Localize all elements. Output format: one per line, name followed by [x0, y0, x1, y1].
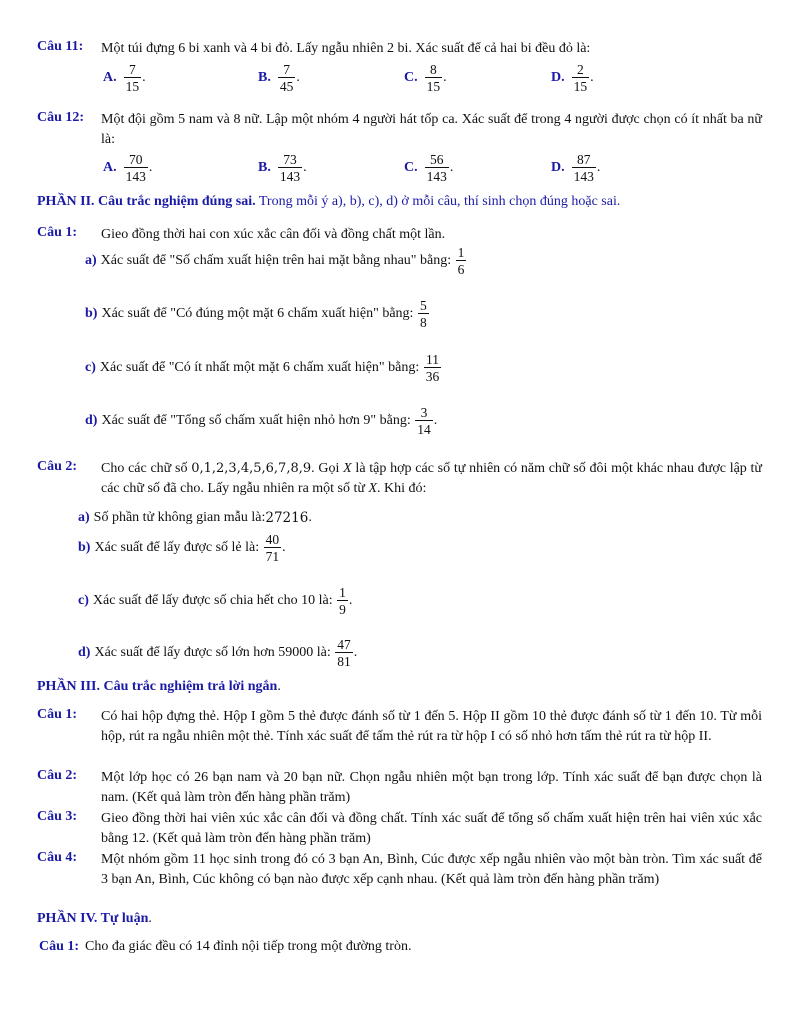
q12-option-d: D. $\frac{87}{143}$ . [551, 152, 601, 184]
q12-option-b: B. $\frac{73}{143}$ . [258, 152, 307, 184]
q11-option-c: C. $\frac{8}{15}$ . [404, 62, 447, 94]
part-4-question-1-label: Câu 1: [39, 939, 80, 954]
q11-option-d: D. $\frac{2}{15}$ . [551, 62, 594, 94]
part-2-heading: PHẦN II. Câu trắc nghiệm đúng sai. Trong mỗi ý a), b), c), d) ở mỗi câu, thí sinh chọn đúng hoặc sai. [37, 194, 621, 209]
q12-option-a: A. $\frac{70}{143}$ . [103, 152, 153, 184]
part-2-question-2-text: Cho các chữ số 0,1,2,3,4,5,6,7,8,9. Gọi X là tập hợp các số tự nhiên có năm chữ số đôi một khác nhau được lập từ các chữ số đã cho. Lấy ngẫu nhiên ra một số từ X. Khi đó: [101, 461, 763, 496]
part-3-heading: PHẦN III. Câu trắc nghiệm trả lời ngắn. [37, 679, 281, 694]
q12-option-c: C. $\frac{56}{143}$ . [404, 152, 454, 184]
part-3-question-4-label: Câu 4: [37, 850, 78, 865]
part-2-question-2-label: Câu 2: [37, 459, 78, 474]
q11-option-a: A. $\frac{7}{15}$ . [103, 62, 146, 94]
part-3-question-1-text: Có hai hộp đựng thẻ. Hộp I gồm 5 thẻ được đánh số từ 1 đến 5. Hộp II gồm 10 thẻ được đánh số từ 1 đến 10. Từ mỗi hộp, rút ra ngẫu nhiên một thẻ. Tính xác suất để tấm thẻ rút ra từ hộp I có số nhỏ hơn tấm thẻ rút ra từ hộp II. [101, 709, 762, 744]
question-11-label: Câu 11: [37, 39, 84, 54]
part-3-question-3-label: Câu 3: [37, 809, 78, 824]
p2q1-item-c: c) Xác suất để "Có ít nhất một mặt 6 chấm xuất hiện" bằng: $\frac{11}{36}$ [85, 352, 440, 384]
p2q1-item-b: b) Xác suất để "Có đúng một mặt 6 chấm xuất hiện" bằng: $\frac{5}{8}$ [85, 298, 427, 330]
part-2-question-1-label: Câu 1: [37, 225, 78, 240]
p2q1-item-d: d) Xác suất để "Tổng số chấm xuất hiện nhỏ hơn 9" bằng: $\frac{3}{14}$ . [85, 405, 438, 437]
part-3-question-3-text: Gieo đồng thời hai viên xúc xắc cân đối và đồng chất. Tính xác suất để tổng số chấm xuất hiện trên hai viên xúc xắc bằng 12. (Kết quả làm tròn đến hàng phần trăm) [101, 811, 762, 846]
part-2-question-1-text: Gieo đồng thời hai con xúc xắc cân đối và đồng chất một lần. [101, 227, 446, 242]
p2q2-item-b: b) Xác suất để lấy được số lẻ là: $\frac{40}{71}$ . [78, 532, 286, 564]
part-4-heading: PHẦN IV. Tự luận. [37, 911, 152, 926]
p2q2-item-a: a) Số phần tử không gian mẫu là: 27216 . [78, 510, 312, 526]
part-3-question-1-label: Câu 1: [37, 707, 78, 722]
q11-option-b: B. $\frac{7}{45}$ . [258, 62, 300, 94]
part-3-question-4-text: Một nhóm gồm 11 học sinh trong đó có 3 bạn An, Bình, Cúc được xếp ngẫu nhiên vào một bàn tròn. Tìm xác suất để 3 bạn An, Bình, Cúc không có bạn nào được xếp cạnh nhau. (Kết quả làm tròn đến hàng phần trăm) [101, 852, 762, 887]
question-11-text: Một túi đựng 6 bi xanh và 4 bi đỏ. Lấy ngẫu nhiên 2 bi. Xác suất để cả hai bi đều đỏ là: [101, 41, 591, 56]
p2q2-item-c: c) Xác suất để lấy được số chia hết cho 10 là: $\frac{1}{9}$ . [78, 585, 353, 617]
part-4-question-1-text: Cho đa giác đều có 14 đỉnh nội tiếp trong một đường tròn. [85, 939, 412, 954]
p2q2-item-d: d) Xác suất để lấy được số lớn hơn 59000 là: $\frac{47}{81}$ . [78, 637, 358, 669]
part-3-question-2-text: Một lớp học có 26 bạn nam và 20 bạn nữ. Chọn ngẫu nhiên một bạn trong lớp. Tính xác suất để bạn được chọn là nam. (Kết quả làm tròn đến hàng phần trăm) [101, 770, 762, 805]
question-12-label: Câu 12: [37, 110, 85, 125]
question-12-text: Một đội gồm 5 nam và 8 nữ. Lập một nhóm 4 người hát tốp ca. Xác suất để trong 4 người được chọn có ít nhất ba nữ là: [101, 112, 762, 147]
part-3-question-2-label: Câu 2: [37, 768, 78, 783]
p2q1-item-a: a) Xác suất để "Số chấm xuất hiện trên hai mặt bằng nhau" bằng: $\frac{1}{6}$ [85, 245, 465, 277]
